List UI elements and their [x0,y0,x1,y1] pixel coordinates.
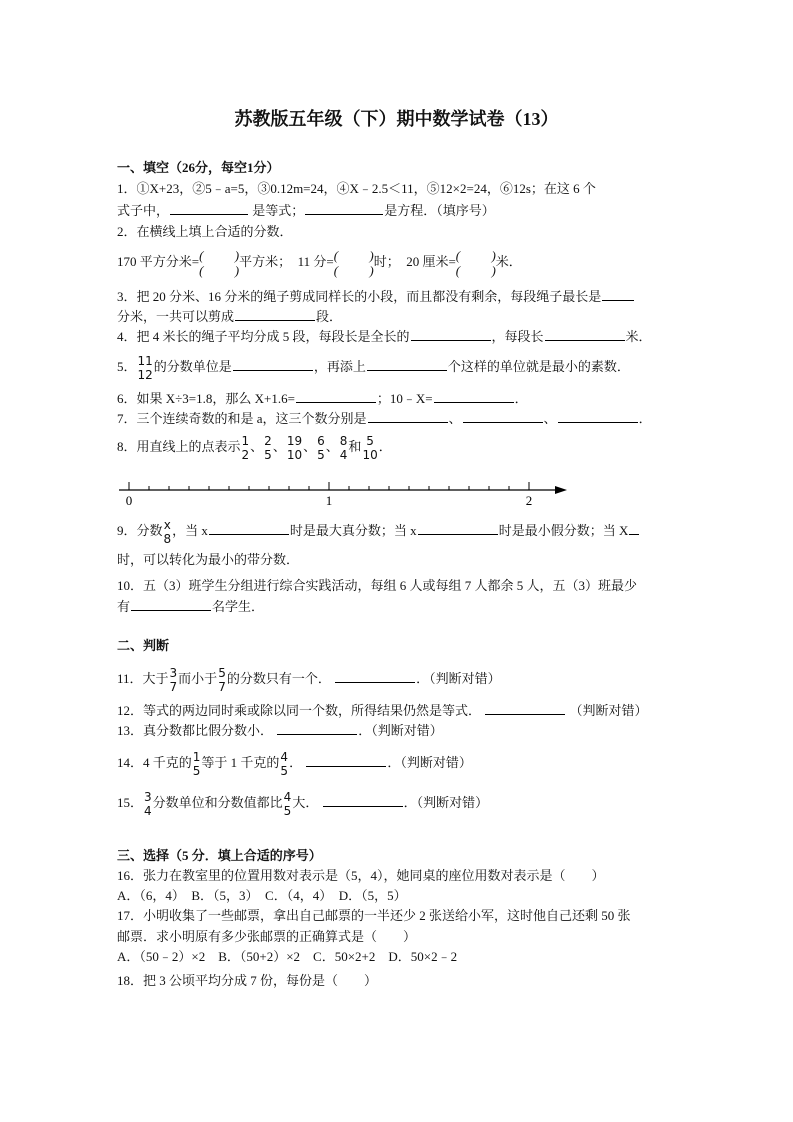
text: 时； 20 厘米= [373,254,456,269]
answer-blank[interactable] [305,201,383,215]
answer-blank[interactable] [335,669,415,683]
text: 8．用直线上的点表示 [117,439,241,454]
answer-blank[interactable] [131,597,211,611]
text: 个这样的单位就是最小的素数． [447,359,630,374]
text: 7．三个连续奇数的和是 a，这三个数分别是 [117,411,367,426]
fraction: 11 12 [137,354,153,383]
q17-line1: 17．小明收集了一些邮票，拿出自己邮票的一半还少 2 张送给小军，这时他自己还剩 50 张 [117,908,631,923]
page-title: 苏教版五年级（下）期中数学试卷（13） [234,109,559,129]
q14: 14．4 千克的 1 5 等于 1 千克的 4 5 ． ．（判断对错） [117,750,472,779]
q3-line1 [117,287,635,306]
text: 分米，一共可以剪成 [117,309,235,324]
q16-options: A．（6，4） B．（5，3） C．（4，4） D．（5，5） [117,888,407,903]
q9-line2: 时，可以转化为最小的带分数． [117,552,300,567]
text: 段． [316,309,343,324]
q15: 15． 3 4 分数单位和分数值都比 4 5 大． ．（判断对错） [117,790,489,819]
text: 平方米； 11 分= [239,254,334,269]
answer-blank[interactable] [306,753,386,767]
text: 是等式； [249,203,305,218]
text: 是方程．（填序号） [384,203,495,218]
answer-blank[interactable] [368,409,448,423]
fraction: 4 5 [280,750,289,779]
text: 5． [117,359,137,374]
text: 名学生． [212,599,265,614]
q2-fractions [117,245,522,279]
answer-blank[interactable] [629,521,639,535]
fraction: 19 10 [286,434,303,463]
text: ；10﹣X= [376,391,433,406]
answer-blank[interactable] [418,521,498,535]
q16: 16．张力在教室里的位置用数对表示是（5，4），她同桌的座位用数对表示是（ ） [117,868,605,883]
q17-options: A．（50﹣2）×2 B．（50+2）×2 C．50×2+2 D．50×2﹣2 [117,949,458,964]
number-line [117,480,577,510]
fraction: 6 5 [317,434,325,463]
answer-blank[interactable] [296,389,376,403]
fraction: 5 7 [218,666,226,695]
q1-line1: 1．①X+23，②5﹣a=5，③0.12m=24，④X﹣2.5＜11，⑤12×2=24，⑥12s；在这 6 个 [117,181,596,196]
text: 米． [625,329,652,344]
q3-line2 [117,307,342,326]
answer-blank[interactable] [367,357,447,371]
q12: 12．等式的两边同时乘或除以同一个数，所得结果仍然是等式． （判断对错） [117,703,648,718]
fraction: 3 4 [144,790,152,819]
answer-blank[interactable] [602,287,634,301]
q7: 7．三个连续奇数的和是 a，这三个数分别是 、 、 ． [117,411,652,426]
fraction: x 8 [163,518,172,547]
answer-blank[interactable] [463,409,543,423]
q1-line2 [117,201,495,220]
text: 6．如果 X÷3=1.8，那么 X+1.6= [117,391,295,406]
text: 3．把 20 分米、16 分米的绳子剪成同样长的小段，而且都没有剩余，每段绳子最长是 [117,289,602,304]
tick-label: 1 [325,493,333,508]
q2: 2．在横线上填上合适的分数． [117,224,293,239]
text: 时是最大真分数；当 x [289,523,417,538]
fraction: 1 2 [241,434,250,463]
text: 4．把 4 米长的绳子平均分成 5 段，每段长是全长的 [117,329,410,344]
answer-blank[interactable] [233,357,313,371]
answer-blank[interactable] [209,521,289,535]
q9-line1 [117,516,640,546]
fraction: 5 10 [362,434,378,463]
q8: 8．用直线上的点表示 1 2 、 2 5 、 19 10 、 6 5 、 8 4 和 5 10 ． [117,434,392,463]
q10-line1: 10．五（3）班学生分组进行综合实践活动，每组 6 人或每组 7 人都余 5 人，五（3）班最少 [117,578,638,593]
q18: 18．把 3 公顷平均分成 7 份，每份是（ ） [117,973,378,988]
answer-blank[interactable] [277,721,357,735]
fraction: 3 7 [169,666,178,695]
tick-label: 2 [525,493,533,508]
q5 [117,352,630,382]
fraction-blank[interactable]: ( ) ( ) [199,248,240,279]
q11: 11．大于 3 7 而小于 5 7 的分数只有一个． ．（判断对错） [117,666,501,695]
answer-blank[interactable] [170,201,248,215]
answer-blank[interactable] [558,409,638,423]
fraction-blank[interactable]: ( ) ( ) [455,248,496,279]
section-2-heading: 二、判断 [117,638,170,653]
fraction: 2 5 [264,434,272,463]
answer-blank[interactable] [235,307,315,321]
arrow-icon [555,486,567,494]
text: 有 [117,599,131,614]
text: ，当 x [172,523,208,538]
text: 的分数单位是 [153,359,232,374]
text: 式子中， [117,203,170,218]
q10-line2 [117,597,264,616]
text: ，每段长 [491,329,544,344]
q13: 13．真分数都比假分数小． ．（判断对错） [117,723,443,738]
fraction: 8 4 [339,434,348,463]
fraction-blank[interactable]: ( ) ( ) [333,248,374,279]
q4 [117,327,652,346]
section-3-heading: 三、选择（5 分．填上合适的序号） [117,848,322,863]
text: 时是最小假分数；当 X [498,523,629,538]
text: 9．分数 [117,523,163,538]
section-1-heading: 一、填空（26分，每空1分） [117,160,280,175]
answer-blank[interactable] [545,327,625,341]
text: 米． [495,254,522,269]
q6 [117,389,528,408]
q17-line2: 邮票．求小明原有多少张邮票的正确算式是（ ） [117,929,417,944]
text: ． [514,391,528,406]
text: 170 平方分米= [117,254,200,269]
fraction: 4 5 [283,790,292,819]
fraction: 1 5 [192,750,201,779]
answer-blank[interactable] [411,327,491,341]
tick-label: 0 [125,493,133,508]
text: ，再添上 [313,359,366,374]
answer-blank[interactable] [434,389,514,403]
answer-blank[interactable] [485,701,565,715]
answer-blank[interactable] [323,793,403,807]
